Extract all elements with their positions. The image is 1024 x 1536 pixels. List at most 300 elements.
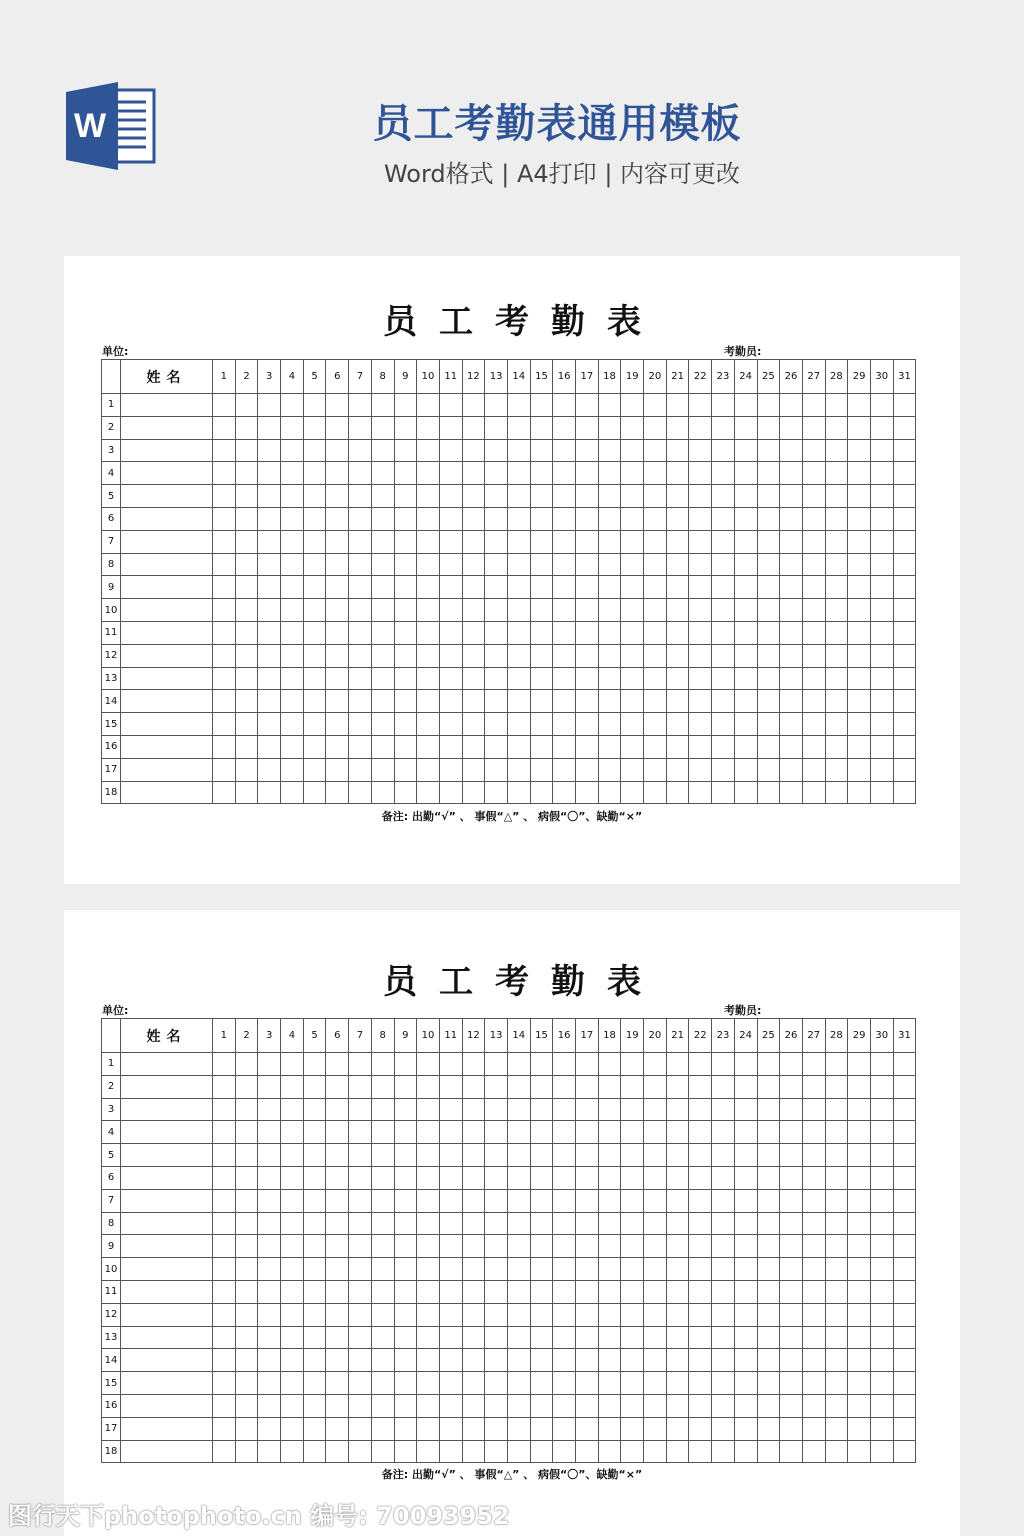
- attendance-cell[interactable]: [485, 713, 508, 736]
- attendance-cell[interactable]: [349, 758, 372, 781]
- attendance-cell[interactable]: [734, 667, 757, 690]
- attendance-cell[interactable]: [644, 1098, 667, 1121]
- attendance-cell[interactable]: [462, 1440, 485, 1463]
- attendance-cell[interactable]: [485, 485, 508, 508]
- attendance-cell[interactable]: [666, 621, 689, 644]
- attendance-cell[interactable]: [893, 1258, 916, 1281]
- attendance-cell[interactable]: [553, 1121, 576, 1144]
- attendance-cell[interactable]: [394, 1349, 417, 1372]
- attendance-cell[interactable]: [870, 1166, 893, 1189]
- attendance-cell[interactable]: [780, 1098, 803, 1121]
- attendance-cell[interactable]: [780, 576, 803, 599]
- attendance-cell[interactable]: [644, 1075, 667, 1098]
- attendance-cell[interactable]: [303, 1394, 326, 1417]
- attendance-cell[interactable]: [780, 1372, 803, 1395]
- attendance-cell[interactable]: [757, 1075, 780, 1098]
- attendance-cell[interactable]: [417, 690, 440, 713]
- attendance-cell[interactable]: [621, 1326, 644, 1349]
- attendance-cell[interactable]: [802, 1189, 825, 1212]
- attendance-cell[interactable]: [712, 1417, 735, 1440]
- attendance-cell[interactable]: [689, 576, 712, 599]
- attendance-cell[interactable]: [825, 439, 848, 462]
- attendance-cell[interactable]: [258, 439, 281, 462]
- attendance-cell[interactable]: [439, 1189, 462, 1212]
- attendance-cell[interactable]: [213, 1326, 236, 1349]
- attendance-cell[interactable]: [439, 690, 462, 713]
- attendance-cell[interactable]: [576, 485, 599, 508]
- attendance-cell[interactable]: [780, 439, 803, 462]
- attendance-cell[interactable]: [621, 1053, 644, 1076]
- attendance-cell[interactable]: [235, 1212, 258, 1235]
- attendance-cell[interactable]: [213, 1121, 236, 1144]
- attendance-cell[interactable]: [281, 1440, 304, 1463]
- attendance-cell[interactable]: [439, 713, 462, 736]
- attendance-cell[interactable]: [621, 1098, 644, 1121]
- attendance-cell[interactable]: [802, 1440, 825, 1463]
- attendance-cell[interactable]: [666, 416, 689, 439]
- attendance-cell[interactable]: [553, 462, 576, 485]
- attendance-cell[interactable]: [893, 758, 916, 781]
- attendance-cell[interactable]: [349, 667, 372, 690]
- name-cell[interactable]: [121, 1258, 213, 1281]
- attendance-cell[interactable]: [303, 644, 326, 667]
- attendance-cell[interactable]: [417, 1144, 440, 1167]
- attendance-cell[interactable]: [485, 1258, 508, 1281]
- attendance-cell[interactable]: [417, 394, 440, 417]
- attendance-cell[interactable]: [598, 1144, 621, 1167]
- attendance-cell[interactable]: [485, 553, 508, 576]
- name-cell[interactable]: [121, 439, 213, 462]
- attendance-cell[interactable]: [734, 1235, 757, 1258]
- attendance-cell[interactable]: [507, 1258, 530, 1281]
- attendance-cell[interactable]: [666, 1372, 689, 1395]
- attendance-cell[interactable]: [394, 462, 417, 485]
- attendance-cell[interactable]: [757, 621, 780, 644]
- attendance-cell[interactable]: [644, 667, 667, 690]
- attendance-cell[interactable]: [213, 394, 236, 417]
- attendance-cell[interactable]: [621, 599, 644, 622]
- attendance-cell[interactable]: [598, 1075, 621, 1098]
- attendance-cell[interactable]: [394, 1326, 417, 1349]
- attendance-cell[interactable]: [598, 394, 621, 417]
- attendance-cell[interactable]: [893, 667, 916, 690]
- attendance-cell[interactable]: [281, 1326, 304, 1349]
- attendance-cell[interactable]: [689, 416, 712, 439]
- attendance-cell[interactable]: [439, 394, 462, 417]
- attendance-cell[interactable]: [825, 553, 848, 576]
- attendance-cell[interactable]: [757, 1098, 780, 1121]
- attendance-cell[interactable]: [462, 394, 485, 417]
- attendance-cell[interactable]: [621, 1212, 644, 1235]
- attendance-cell[interactable]: [507, 1189, 530, 1212]
- attendance-cell[interactable]: [439, 1394, 462, 1417]
- name-cell[interactable]: [121, 1144, 213, 1167]
- attendance-cell[interactable]: [462, 1053, 485, 1076]
- attendance-cell[interactable]: [644, 1372, 667, 1395]
- attendance-cell[interactable]: [258, 713, 281, 736]
- attendance-cell[interactable]: [213, 485, 236, 508]
- attendance-cell[interactable]: [757, 1053, 780, 1076]
- attendance-cell[interactable]: [825, 1303, 848, 1326]
- attendance-cell[interactable]: [530, 781, 553, 804]
- attendance-cell[interactable]: [825, 599, 848, 622]
- attendance-cell[interactable]: [326, 530, 349, 553]
- attendance-cell[interactable]: [870, 1098, 893, 1121]
- attendance-cell[interactable]: [666, 713, 689, 736]
- attendance-cell[interactable]: [576, 644, 599, 667]
- attendance-cell[interactable]: [213, 713, 236, 736]
- attendance-cell[interactable]: [349, 1098, 372, 1121]
- attendance-cell[interactable]: [598, 1417, 621, 1440]
- attendance-cell[interactable]: [258, 553, 281, 576]
- attendance-cell[interactable]: [757, 1144, 780, 1167]
- attendance-cell[interactable]: [825, 758, 848, 781]
- attendance-cell[interactable]: [644, 462, 667, 485]
- attendance-cell[interactable]: [326, 735, 349, 758]
- attendance-cell[interactable]: [462, 485, 485, 508]
- attendance-cell[interactable]: [485, 1098, 508, 1121]
- attendance-cell[interactable]: [848, 1212, 871, 1235]
- attendance-cell[interactable]: [326, 507, 349, 530]
- attendance-cell[interactable]: [371, 1212, 394, 1235]
- attendance-cell[interactable]: [802, 1235, 825, 1258]
- attendance-cell[interactable]: [213, 576, 236, 599]
- attendance-cell[interactable]: [780, 507, 803, 530]
- attendance-cell[interactable]: [258, 690, 281, 713]
- attendance-cell[interactable]: [371, 507, 394, 530]
- attendance-cell[interactable]: [462, 1166, 485, 1189]
- attendance-cell[interactable]: [213, 621, 236, 644]
- attendance-cell[interactable]: [689, 1144, 712, 1167]
- attendance-cell[interactable]: [349, 394, 372, 417]
- attendance-cell[interactable]: [644, 1258, 667, 1281]
- attendance-cell[interactable]: [689, 1121, 712, 1144]
- attendance-cell[interactable]: [485, 462, 508, 485]
- attendance-cell[interactable]: [893, 576, 916, 599]
- attendance-cell[interactable]: [893, 1349, 916, 1372]
- attendance-cell[interactable]: [870, 1189, 893, 1212]
- attendance-cell[interactable]: [712, 416, 735, 439]
- attendance-cell[interactable]: [281, 1235, 304, 1258]
- attendance-cell[interactable]: [235, 1394, 258, 1417]
- attendance-cell[interactable]: [825, 1372, 848, 1395]
- attendance-cell[interactable]: [530, 530, 553, 553]
- attendance-cell[interactable]: [757, 576, 780, 599]
- attendance-cell[interactable]: [666, 1053, 689, 1076]
- attendance-cell[interactable]: [530, 1326, 553, 1349]
- attendance-cell[interactable]: [326, 462, 349, 485]
- attendance-cell[interactable]: [507, 1098, 530, 1121]
- attendance-cell[interactable]: [553, 1372, 576, 1395]
- name-cell[interactable]: [121, 507, 213, 530]
- attendance-cell[interactable]: [394, 416, 417, 439]
- attendance-cell[interactable]: [576, 576, 599, 599]
- attendance-cell[interactable]: [553, 690, 576, 713]
- attendance-cell[interactable]: [303, 1166, 326, 1189]
- attendance-cell[interactable]: [893, 1053, 916, 1076]
- attendance-cell[interactable]: [507, 507, 530, 530]
- attendance-cell[interactable]: [734, 1417, 757, 1440]
- attendance-cell[interactable]: [666, 1235, 689, 1258]
- attendance-cell[interactable]: [326, 416, 349, 439]
- attendance-cell[interactable]: [303, 553, 326, 576]
- attendance-cell[interactable]: [870, 1075, 893, 1098]
- attendance-cell[interactable]: [893, 507, 916, 530]
- attendance-cell[interactable]: [439, 1053, 462, 1076]
- attendance-cell[interactable]: [757, 758, 780, 781]
- attendance-cell[interactable]: [235, 1235, 258, 1258]
- attendance-cell[interactable]: [213, 1166, 236, 1189]
- attendance-cell[interactable]: [893, 599, 916, 622]
- attendance-cell[interactable]: [462, 1417, 485, 1440]
- attendance-cell[interactable]: [394, 781, 417, 804]
- attendance-cell[interactable]: [530, 416, 553, 439]
- attendance-cell[interactable]: [258, 416, 281, 439]
- attendance-cell[interactable]: [870, 1258, 893, 1281]
- attendance-cell[interactable]: [417, 553, 440, 576]
- attendance-cell[interactable]: [757, 690, 780, 713]
- attendance-cell[interactable]: [349, 735, 372, 758]
- attendance-cell[interactable]: [825, 1258, 848, 1281]
- attendance-cell[interactable]: [757, 1189, 780, 1212]
- name-cell[interactable]: [121, 735, 213, 758]
- attendance-cell[interactable]: [576, 690, 599, 713]
- attendance-cell[interactable]: [349, 690, 372, 713]
- attendance-cell[interactable]: [530, 1349, 553, 1372]
- attendance-cell[interactable]: [893, 1166, 916, 1189]
- attendance-cell[interactable]: [303, 530, 326, 553]
- attendance-cell[interactable]: [462, 439, 485, 462]
- attendance-cell[interactable]: [712, 1280, 735, 1303]
- attendance-cell[interactable]: [258, 462, 281, 485]
- attendance-cell[interactable]: [258, 735, 281, 758]
- attendance-cell[interactable]: [666, 1280, 689, 1303]
- attendance-cell[interactable]: [485, 1235, 508, 1258]
- attendance-cell[interactable]: [485, 758, 508, 781]
- attendance-cell[interactable]: [462, 1121, 485, 1144]
- attendance-cell[interactable]: [712, 462, 735, 485]
- attendance-cell[interactable]: [893, 439, 916, 462]
- attendance-cell[interactable]: [644, 1189, 667, 1212]
- attendance-cell[interactable]: [281, 690, 304, 713]
- attendance-cell[interactable]: [281, 644, 304, 667]
- attendance-cell[interactable]: [553, 1280, 576, 1303]
- attendance-cell[interactable]: [893, 394, 916, 417]
- attendance-cell[interactable]: [870, 758, 893, 781]
- attendance-cell[interactable]: [553, 1075, 576, 1098]
- attendance-cell[interactable]: [371, 1166, 394, 1189]
- attendance-cell[interactable]: [848, 1326, 871, 1349]
- attendance-cell[interactable]: [576, 1303, 599, 1326]
- attendance-cell[interactable]: [712, 1372, 735, 1395]
- attendance-cell[interactable]: [780, 713, 803, 736]
- attendance-cell[interactable]: [303, 1235, 326, 1258]
- attendance-cell[interactable]: [485, 1303, 508, 1326]
- attendance-cell[interactable]: [598, 1166, 621, 1189]
- attendance-cell[interactable]: [780, 735, 803, 758]
- attendance-cell[interactable]: [666, 530, 689, 553]
- attendance-cell[interactable]: [666, 758, 689, 781]
- attendance-cell[interactable]: [644, 485, 667, 508]
- attendance-cell[interactable]: [394, 758, 417, 781]
- attendance-cell[interactable]: [303, 1326, 326, 1349]
- attendance-cell[interactable]: [780, 1189, 803, 1212]
- attendance-cell[interactable]: [394, 1372, 417, 1395]
- attendance-cell[interactable]: [417, 1372, 440, 1395]
- attendance-cell[interactable]: [394, 1394, 417, 1417]
- attendance-cell[interactable]: [462, 1189, 485, 1212]
- attendance-cell[interactable]: [689, 1372, 712, 1395]
- attendance-cell[interactable]: [893, 1144, 916, 1167]
- attendance-cell[interactable]: [530, 644, 553, 667]
- attendance-cell[interactable]: [507, 1075, 530, 1098]
- attendance-cell[interactable]: [213, 1303, 236, 1326]
- attendance-cell[interactable]: [689, 1417, 712, 1440]
- name-cell[interactable]: [121, 1075, 213, 1098]
- attendance-cell[interactable]: [213, 1280, 236, 1303]
- attendance-cell[interactable]: [825, 1121, 848, 1144]
- attendance-cell[interactable]: [371, 690, 394, 713]
- attendance-cell[interactable]: [349, 644, 372, 667]
- attendance-cell[interactable]: [644, 735, 667, 758]
- attendance-cell[interactable]: [734, 599, 757, 622]
- attendance-cell[interactable]: [303, 1303, 326, 1326]
- attendance-cell[interactable]: [893, 1075, 916, 1098]
- attendance-cell[interactable]: [530, 621, 553, 644]
- attendance-cell[interactable]: [825, 1235, 848, 1258]
- attendance-cell[interactable]: [757, 1349, 780, 1372]
- attendance-cell[interactable]: [439, 781, 462, 804]
- attendance-cell[interactable]: [530, 462, 553, 485]
- attendance-cell[interactable]: [598, 1280, 621, 1303]
- attendance-cell[interactable]: [712, 507, 735, 530]
- attendance-cell[interactable]: [281, 485, 304, 508]
- attendance-cell[interactable]: [462, 713, 485, 736]
- attendance-cell[interactable]: [281, 713, 304, 736]
- attendance-cell[interactable]: [734, 713, 757, 736]
- attendance-cell[interactable]: [507, 439, 530, 462]
- attendance-cell[interactable]: [235, 1098, 258, 1121]
- attendance-cell[interactable]: [417, 1326, 440, 1349]
- attendance-cell[interactable]: [734, 621, 757, 644]
- attendance-cell[interactable]: [712, 1053, 735, 1076]
- attendance-cell[interactable]: [689, 485, 712, 508]
- attendance-cell[interactable]: [235, 439, 258, 462]
- attendance-cell[interactable]: [621, 713, 644, 736]
- attendance-cell[interactable]: [825, 644, 848, 667]
- attendance-cell[interactable]: [439, 1280, 462, 1303]
- attendance-cell[interactable]: [417, 621, 440, 644]
- attendance-cell[interactable]: [462, 1349, 485, 1372]
- attendance-cell[interactable]: [689, 1440, 712, 1463]
- attendance-cell[interactable]: [825, 1212, 848, 1235]
- attendance-cell[interactable]: [371, 1372, 394, 1395]
- attendance-cell[interactable]: [621, 530, 644, 553]
- attendance-cell[interactable]: [734, 1372, 757, 1395]
- attendance-cell[interactable]: [507, 1303, 530, 1326]
- attendance-cell[interactable]: [870, 1326, 893, 1349]
- attendance-cell[interactable]: [712, 644, 735, 667]
- attendance-cell[interactable]: [712, 1440, 735, 1463]
- attendance-cell[interactable]: [417, 713, 440, 736]
- attendance-cell[interactable]: [825, 507, 848, 530]
- attendance-cell[interactable]: [371, 394, 394, 417]
- attendance-cell[interactable]: [870, 462, 893, 485]
- attendance-cell[interactable]: [848, 667, 871, 690]
- attendance-cell[interactable]: [258, 1303, 281, 1326]
- attendance-cell[interactable]: [666, 735, 689, 758]
- attendance-cell[interactable]: [349, 1121, 372, 1144]
- attendance-cell[interactable]: [235, 462, 258, 485]
- attendance-cell[interactable]: [530, 758, 553, 781]
- attendance-cell[interactable]: [213, 667, 236, 690]
- attendance-cell[interactable]: [870, 621, 893, 644]
- name-cell[interactable]: [121, 1053, 213, 1076]
- attendance-cell[interactable]: [303, 1144, 326, 1167]
- attendance-cell[interactable]: [530, 1303, 553, 1326]
- attendance-cell[interactable]: [666, 1349, 689, 1372]
- attendance-cell[interactable]: [621, 485, 644, 508]
- attendance-cell[interactable]: [394, 644, 417, 667]
- attendance-cell[interactable]: [780, 1075, 803, 1098]
- attendance-cell[interactable]: [666, 1303, 689, 1326]
- attendance-cell[interactable]: [598, 576, 621, 599]
- attendance-cell[interactable]: [734, 1258, 757, 1281]
- attendance-cell[interactable]: [553, 1053, 576, 1076]
- attendance-cell[interactable]: [507, 599, 530, 622]
- attendance-cell[interactable]: [303, 690, 326, 713]
- attendance-cell[interactable]: [644, 599, 667, 622]
- attendance-cell[interactable]: [734, 507, 757, 530]
- attendance-cell[interactable]: [507, 1121, 530, 1144]
- attendance-cell[interactable]: [281, 1098, 304, 1121]
- attendance-cell[interactable]: [870, 416, 893, 439]
- attendance-cell[interactable]: [258, 1098, 281, 1121]
- attendance-cell[interactable]: [757, 1235, 780, 1258]
- attendance-cell[interactable]: [576, 507, 599, 530]
- attendance-cell[interactable]: [553, 439, 576, 462]
- attendance-cell[interactable]: [281, 1212, 304, 1235]
- attendance-cell[interactable]: [689, 1235, 712, 1258]
- attendance-cell[interactable]: [644, 1053, 667, 1076]
- attendance-cell[interactable]: [644, 1440, 667, 1463]
- attendance-cell[interactable]: [825, 1326, 848, 1349]
- attendance-cell[interactable]: [825, 735, 848, 758]
- attendance-cell[interactable]: [394, 553, 417, 576]
- attendance-cell[interactable]: [825, 1280, 848, 1303]
- attendance-cell[interactable]: [485, 690, 508, 713]
- attendance-cell[interactable]: [802, 1349, 825, 1372]
- attendance-cell[interactable]: [780, 530, 803, 553]
- attendance-cell[interactable]: [349, 1075, 372, 1098]
- attendance-cell[interactable]: [666, 781, 689, 804]
- attendance-cell[interactable]: [734, 1212, 757, 1235]
- attendance-cell[interactable]: [417, 462, 440, 485]
- attendance-cell[interactable]: [258, 621, 281, 644]
- attendance-cell[interactable]: [848, 1303, 871, 1326]
- attendance-cell[interactable]: [258, 1121, 281, 1144]
- attendance-cell[interactable]: [644, 1280, 667, 1303]
- attendance-cell[interactable]: [712, 781, 735, 804]
- attendance-cell[interactable]: [439, 1212, 462, 1235]
- attendance-cell[interactable]: [644, 530, 667, 553]
- attendance-cell[interactable]: [394, 735, 417, 758]
- attendance-cell[interactable]: [235, 1417, 258, 1440]
- attendance-cell[interactable]: [598, 690, 621, 713]
- attendance-cell[interactable]: [349, 1440, 372, 1463]
- attendance-cell[interactable]: [712, 1144, 735, 1167]
- attendance-cell[interactable]: [734, 1144, 757, 1167]
